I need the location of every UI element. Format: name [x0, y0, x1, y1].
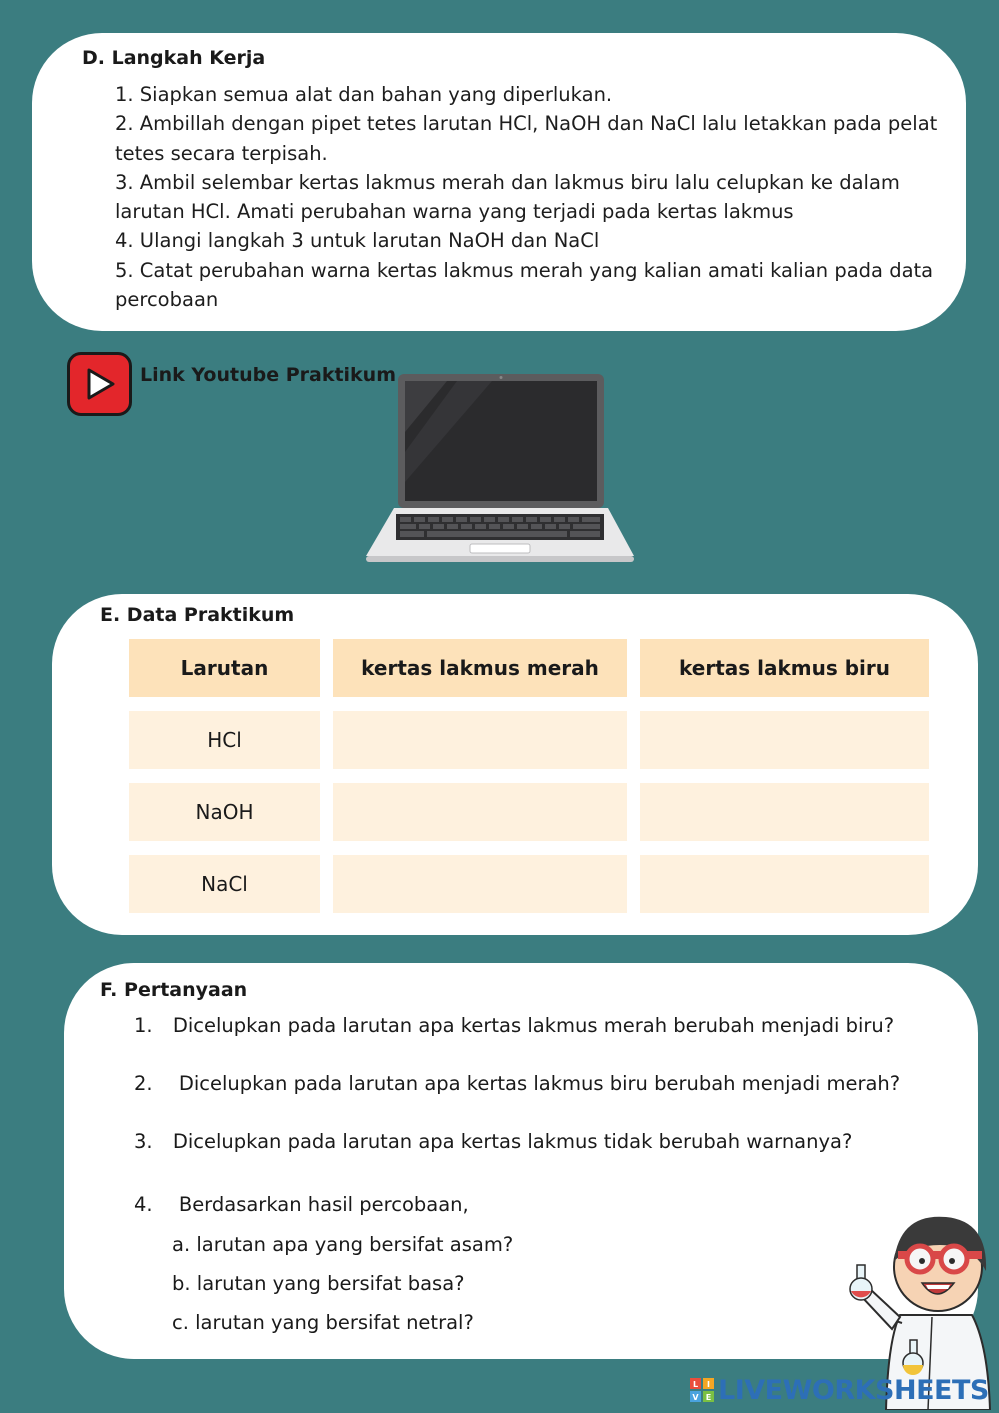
question-3-number: 3.: [134, 1130, 153, 1153]
step-3: 3. Ambil selembar kertas lakmus merah dan lakmus biru lalu celupkan ke dalam larutan HCl. Amati perubahan warna yang terjadi pada kertas lakmus: [115, 170, 900, 224]
question-4-text: Berdasarkan hasil percobaan,: [178, 1193, 469, 1216]
sub-question-b: b. larutan yang bersifat basa?: [172, 1272, 465, 1295]
question-1-text: Dicelupkan pada larutan apa kertas lakmus merah berubah menjadi biru?: [172, 1014, 895, 1037]
answer-nacl-lakmus-merah[interactable]: [333, 855, 627, 913]
youtube-play-button[interactable]: [67, 352, 132, 416]
question-1-number: 1.: [134, 1014, 153, 1037]
step-4: 4. Ulangi langkah 3 untuk larutan NaOH dan NaCl: [115, 229, 600, 253]
answer-hcl-lakmus-merah[interactable]: [333, 711, 627, 769]
liveworksheets-logo-icon: [690, 1378, 714, 1402]
question-2-number: 2.: [134, 1072, 153, 1095]
svg-text:I: I: [707, 1380, 710, 1389]
answer-naoh-lakmus-merah[interactable]: [333, 783, 627, 841]
question-3: [134, 1130, 852, 1153]
play-icon: [83, 367, 117, 401]
section-f-heading: F. Pertanyaan: [100, 979, 248, 1001]
sub-question-a: a. larutan apa yang bersifat asam?: [172, 1233, 514, 1256]
steps-list: [115, 80, 945, 314]
svg-text:E: E: [705, 1393, 712, 1402]
row-hcl-larutan: HCl: [129, 711, 320, 769]
liveworksheets-watermark: [690, 1372, 989, 1408]
answer-naoh-lakmus-biru[interactable]: [640, 783, 929, 841]
question-2-text: Dicelupkan pada larutan apa kertas lakmus biru berubah menjadi merah?: [178, 1072, 901, 1095]
section-e-heading: E. Data Praktikum: [100, 604, 295, 626]
answer-hcl-lakmus-biru[interactable]: [640, 711, 929, 769]
column-header-lakmus-merah: kertas lakmus merah: [333, 639, 627, 697]
question-4: [134, 1193, 469, 1216]
step-1: 1. Siapkan semua alat dan bahan yang diperlukan.: [115, 83, 613, 106]
question-1: [134, 1014, 894, 1037]
section-d-heading: D. Langkah Kerja: [82, 47, 266, 69]
svg-text:V: V: [692, 1393, 699, 1402]
row-nacl-larutan: NaCl: [129, 855, 320, 913]
svg-text:L: L: [692, 1380, 699, 1389]
question-4-number: 4.: [134, 1193, 153, 1216]
answer-nacl-lakmus-biru[interactable]: [640, 855, 929, 913]
column-header-larutan: Larutan: [129, 639, 320, 697]
question-3-text: Dicelupkan pada larutan apa kertas lakmus tidak berubah warnanya?: [172, 1130, 853, 1153]
sub-question-c: c. larutan yang bersifat netral?: [172, 1311, 474, 1334]
column-header-lakmus-biru: kertas lakmus biru: [640, 639, 929, 697]
step-2: 2. Ambillah dengan pipet tetes larutan HCl, NaOH dan NaCl lalu letakkan pada pelat tetes secara terpisah.: [115, 112, 938, 165]
laptop-video-icon[interactable]: [362, 372, 638, 566]
youtube-link-label[interactable]: Link Youtube Praktikum: [140, 364, 397, 386]
question-2: [134, 1072, 900, 1095]
watermark-text: LIVEWORKSHEETS: [718, 1374, 989, 1406]
row-naoh-larutan: NaOH: [129, 783, 320, 841]
step-5: 5. Catat perubahan warna kertas lakmus merah yang kalian amati kalian pada data percobaan: [115, 258, 934, 312]
